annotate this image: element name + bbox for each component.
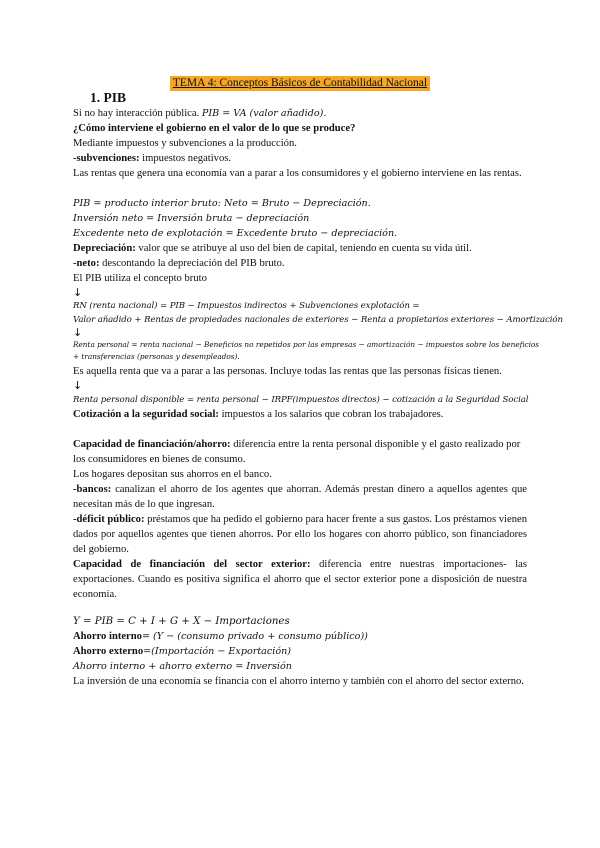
term-depreciacion: Depreciación:	[73, 243, 136, 254]
formula-renta-personal-1: Renta personal = renta nacional − Beneficios no repetidos por las empresas − amortización − impuestos sobre los beneficios	[73, 340, 540, 349]
term-ahorro-externo: Ahorro externo	[73, 646, 144, 657]
formula-ahorro-externo: =(Importación − Exportación)	[143, 646, 292, 657]
definition-text: canalizan el ahorro de los agentes que ahorran. Además prestan dinero a aquellos agentes que necesitan más de lo que ingresan.	[73, 484, 527, 510]
definition-text: impuestos a los salarios que cobran los trabajadores.	[218, 409, 444, 420]
arrow-down-icon: ↓	[73, 326, 83, 339]
line-pib-bruto: El PIB utiliza el concepto bruto	[73, 273, 207, 284]
formula-pib-va: PIB = VA (valor añadido).	[201, 108, 327, 119]
definition-text: diferencia entre nuestras importaciones- las exportaciones. Cuando es positiva significa el ahorro que el sector exterior pone a disposición de nuestra economía.	[73, 559, 527, 600]
formula-renta-personal-2: + transferencias (personas y desempleados).	[73, 352, 240, 361]
line-impuestos: Mediante impuestos y subvenciones a la producción.	[73, 138, 297, 149]
formula-excedente: Excedente neto de explotación = Excedente bruto − depreciación.	[73, 228, 398, 239]
term-deficit: -déficit público:	[73, 514, 145, 525]
question-gobierno: ¿Cómo interviene el gobierno en el valor de lo que se produce?	[73, 123, 356, 134]
section-heading-pib: 1. PIB	[90, 90, 127, 105]
formula-pib-neto: PIB = producto interior bruto: Neto = Bruto − Depreciación.	[73, 198, 371, 209]
paragraph-inversion: La inversión de una economía se financia con el ahorro interno y también con el ahorro del sector externo.	[73, 676, 524, 687]
line-cotizacion	[73, 407, 527, 422]
arrow-down-icon: ↓	[73, 286, 83, 299]
formula-renta-nacional-1: RN (renta nacional) = PIB − Impuestos indirectos + Subvenciones explotación =	[73, 301, 420, 311]
line-neto	[73, 256, 527, 271]
formula-renta-nacional-2: Valor añadido + Rentas de propiedades nacionales de exteriores − Renta a propietarios exteriores − Amortización	[73, 315, 563, 325]
definition-text: impuestos negativos.	[139, 153, 232, 164]
definition-text: valor que se atribuye al uso del bien de capital, teniendo en cuenta su vida útil.	[135, 243, 472, 254]
formula-inversion: Ahorro interno + ahorro externo = Inversión	[73, 661, 292, 672]
line-subvenciones	[73, 151, 527, 166]
line-text: Si no hay interacción pública.	[73, 108, 202, 119]
paragraph-sector-exterior	[73, 557, 527, 602]
paragraph-deficit	[73, 512, 527, 557]
paragraph-bancos	[73, 482, 527, 512]
formula-inversion-neto: Inversión neto = Inversión bruta − depreciación	[73, 213, 310, 224]
arrow-down-icon: ↓	[73, 379, 83, 392]
term-sector-exterior: Capacidad de financiación del sector exterior:	[73, 559, 311, 570]
formula-y-pib: Y = PIB = C + I + G + X − Importaciones	[73, 616, 290, 627]
term-subvenciones: -subvenciones:	[73, 153, 140, 164]
line-hogares: Los hogares depositan sus ahorros en el banco.	[73, 469, 272, 480]
paragraph-rentas: Las rentas que genera una economía van a parar a los consumidores y el gobierno interviene en las rentas.	[73, 168, 522, 179]
line-no-interaction	[73, 106, 527, 121]
title-container	[0, 73, 600, 91]
definition-text: préstamos que ha pedido el gobierno para hacer frente a sus gastos. Los préstamos vienen dados por aquellos agentes que tienen ahorros. Por ello los hogares con ahorro público, son financiadores del gobierno.	[73, 514, 527, 555]
term-capacidad-financiacion: Capacidad de financiación/ahorro:	[73, 439, 231, 450]
line-renta-personas: Es aquella renta que va a parar a las personas. Incluye todas las rentas que las personas físicas tienen.	[73, 366, 502, 377]
line-ahorro-interno	[73, 629, 527, 644]
term-neto: -neto:	[73, 258, 100, 269]
term-cotizacion: Cotización a la seguridad social:	[73, 409, 219, 420]
formula-ahorro-interno: = (Y − (consumo privado + consumo público))	[141, 631, 368, 642]
definition-text: descontando la depreciación del PIB bruto.	[99, 258, 285, 269]
paragraph-capacidad-financiacion	[73, 437, 527, 467]
definition-text: diferencia entre la renta personal disponible y el gasto realizado por los consumidores en bienes de consumo.	[73, 439, 521, 465]
document-title: TEMA 4: Conceptos Básicos de Contabilidad Nacional	[170, 76, 430, 91]
line-ahorro-externo	[73, 644, 527, 659]
term-ahorro-interno: Ahorro interno	[73, 631, 142, 642]
term-bancos: -bancos:	[73, 484, 112, 495]
formula-renta-disponible: Renta personal disponible = renta personal − IRPF(impuestos directos) − cotización a la Seguridad Social	[73, 395, 529, 405]
line-depreciacion	[73, 241, 527, 256]
